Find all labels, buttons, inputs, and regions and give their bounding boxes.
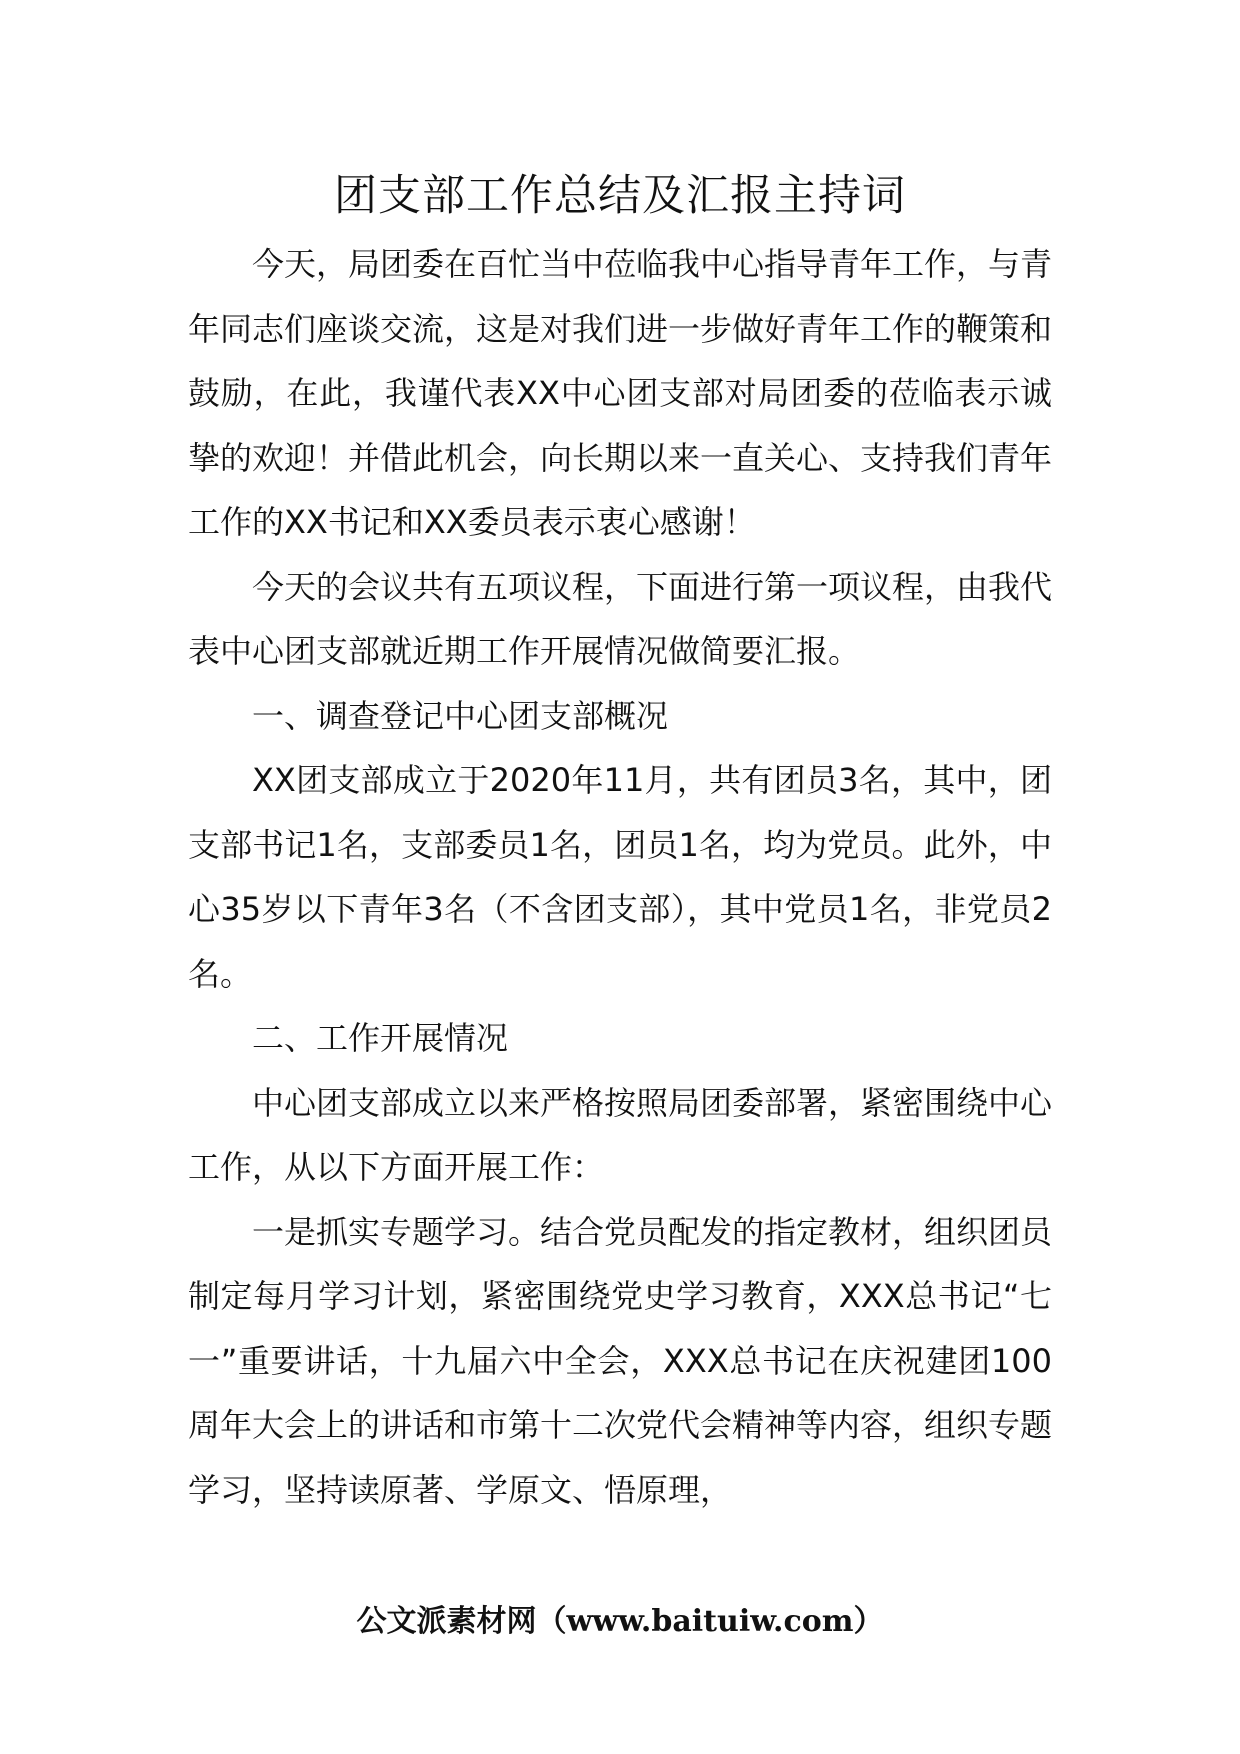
section-heading-work: 二、工作开展情况 bbox=[252, 1019, 509, 1057]
document-body bbox=[188, 232, 1052, 1522]
footer-watermark: 公文派素材网（www.baituiw.com） bbox=[356, 1604, 884, 1639]
paragraph-overview: XX团支部成立于2020年11月，共有团员3名，其中，团支部书记1名，支部委员1名，团员1名，均为党员。此外，中心35岁以下青年3名（不含团支部），其中党员1名，非党员2名。 bbox=[188, 761, 1052, 993]
document-title: 团支部工作总结及汇报主持词 bbox=[334, 171, 906, 221]
paragraph-study: 一是抓实专题学习。结合党员配发的指定教材，组织团员制定每月学习计划，紧密围绕党史学习教育，XXX总书记“七一”重要讲话，十九届六中全会，XXX总书记在庆祝建团100周年大会上的讲话和市第十二次党代会精神等内容，组织专题学习，坚持读原著、学原文、悟原理， bbox=[188, 1212, 1053, 1509]
paragraph-agenda: 今天的会议共有五项议程，下面进行第一项议程，由我代表中心团支部就近期工作开展情况做简要汇报。 bbox=[188, 567, 1053, 670]
section-heading-overview: 一、调查登记中心团支部概况 bbox=[252, 696, 669, 735]
paragraph-work-intro: 中心团支部成立以来严格按照局团委部署，紧密围绕中心工作，从以下方面开展工作： bbox=[188, 1083, 1053, 1186]
paragraph-welcome: 今天，局团委在百忙当中莅临我中心指导青年工作，与青年同志们座谈交流，这是对我们进一步做好青年工作的鞭策和鼓励，在此，我谨代表XX中心团支部对局团委的莅临表示诚挚的欢迎！并借此机会，向长期以来一直关心、支持我们青年工作的XX书记和XX委员表示衷心感谢！ bbox=[188, 245, 1053, 541]
